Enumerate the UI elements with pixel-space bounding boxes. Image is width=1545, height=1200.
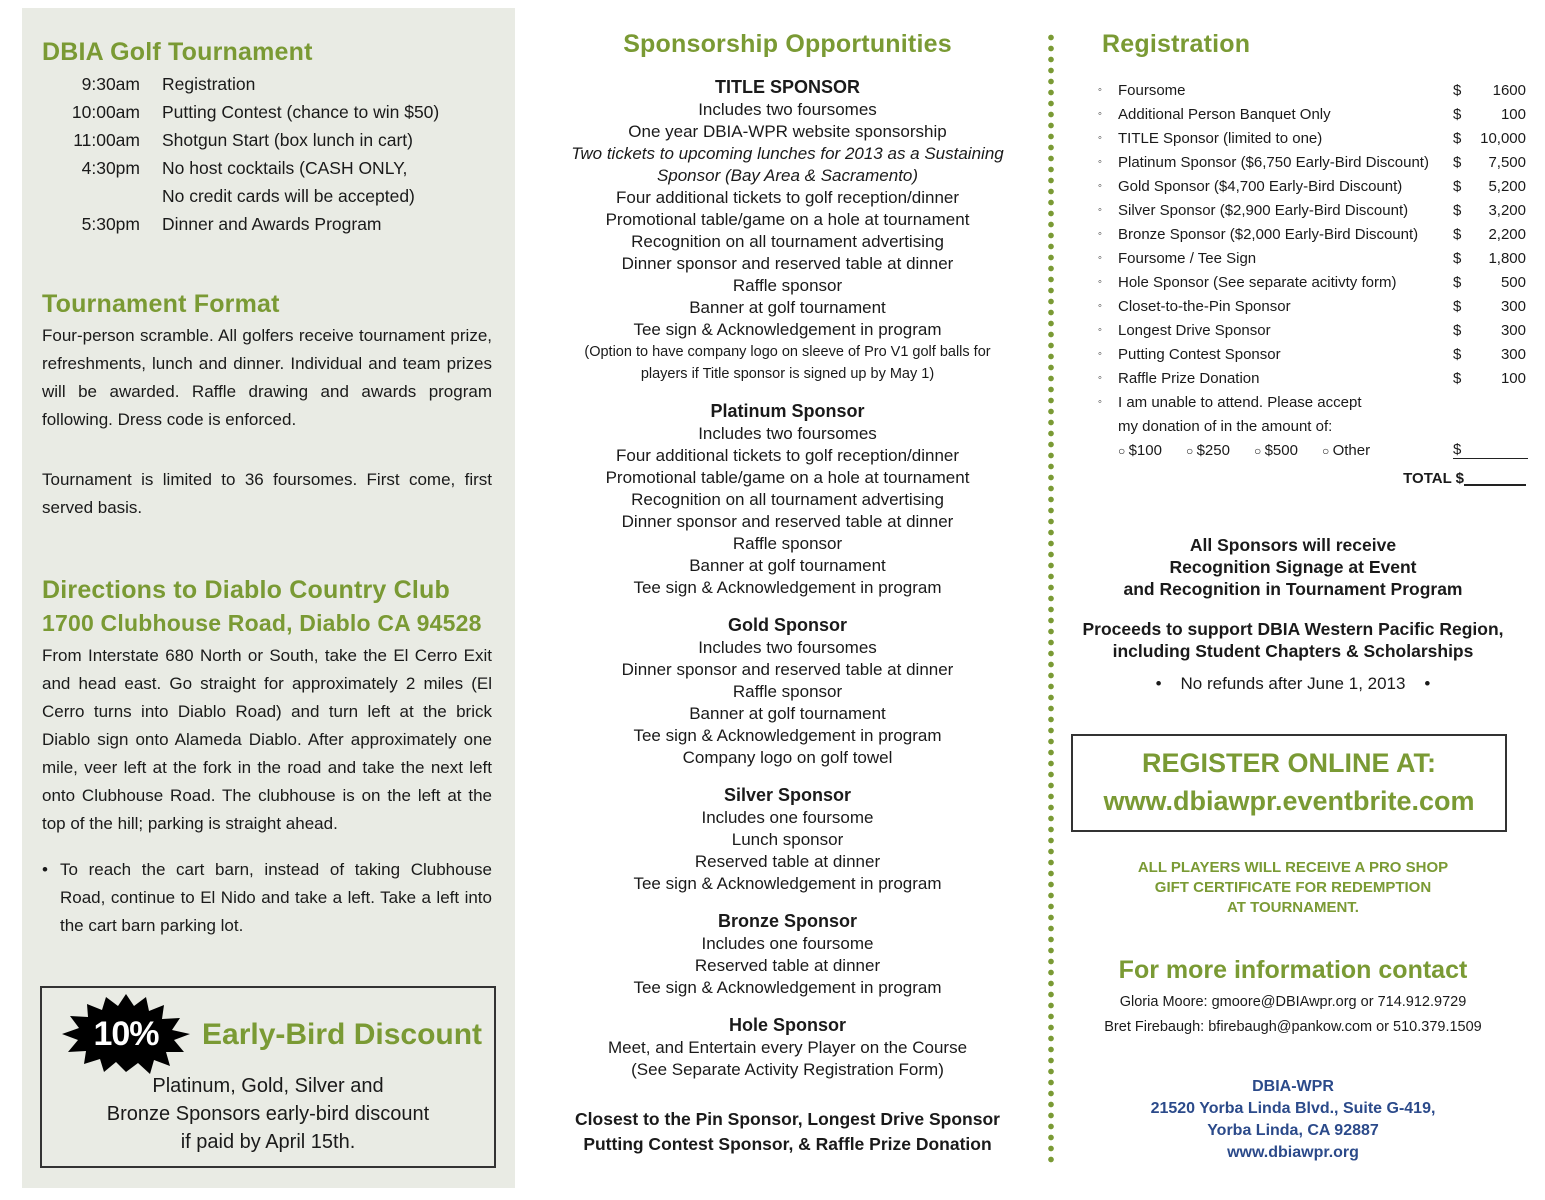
schedule-event: No host cocktails (CASH ONLY, — [162, 158, 408, 178]
schedule-row — [42, 126, 492, 154]
registration-item[interactable]: ◦ Additional Person Banquet Only $ 100 — [1098, 105, 1526, 123]
early-bird-box — [40, 986, 496, 1168]
benefit-line: (See Separate Activity Registration Form) — [631, 1060, 944, 1079]
closing-line: Closest to the Pin Sponsor, Longest Drive Sponsor — [575, 1109, 1000, 1129]
registration-item[interactable]: ◦ Bronze Sponsor ($2,000 Early-Bird Discount) $ 2,200 — [1098, 225, 1526, 243]
closing-sponsors — [545, 1107, 1030, 1157]
bronze-heading: Bronze Sponsor — [717, 911, 857, 931]
title-sponsor-heading: TITLE SPONSOR — [714, 77, 860, 97]
registration-item[interactable]: ◦ TITLE Sponsor (limited to one) $ 10,000 — [1098, 129, 1526, 147]
platinum-heading: Platinum Sponsor — [710, 401, 865, 421]
schedule-row — [42, 154, 492, 182]
bullet-dot: • — [42, 860, 48, 879]
radio-icon[interactable]: ○ — [1322, 443, 1333, 458]
schedule-time: 4:30pm — [81, 158, 140, 178]
benefit-line: Dinner sponsor and reserved table at dinner — [621, 660, 954, 679]
format-paragraph: Four-person scramble. All golfers receive tournament prize, refreshments, lunch and dinner. Individual and team prizes will be awarded. Raffle drawing and awards program following. Dress code is enforced. — [42, 326, 492, 429]
benefit-line: Promotional table/game on a hole at tournament — [605, 210, 970, 229]
contact-line: Gloria Moore: gmoore@DBIAwpr.org or 714.912.9729 — [1119, 994, 1467, 1010]
schedule-event: Putting Contest (chance to win $50) — [162, 102, 440, 122]
contact-list — [1068, 990, 1518, 1040]
benefit-line: Dinner sponsor and reserved table at dinner — [621, 512, 954, 531]
silver-heading: Silver Sponsor — [723, 785, 852, 805]
registration-item[interactable]: ◦ Raffle Prize Donation $ 100 — [1098, 369, 1526, 387]
directions-title: Directions to Diablo Country Club — [42, 576, 450, 604]
hole-sponsor-section — [545, 1013, 1030, 1081]
contact-title: For more information contact — [1118, 956, 1468, 984]
benefit-line: Includes one foursome — [701, 934, 874, 953]
directions-address: 1700 Clubhouse Road, Diablo CA 94528 — [42, 610, 482, 636]
gold-heading: Gold Sponsor — [728, 615, 847, 635]
registration-item[interactable]: ◦ Platinum Sponsor ($6,750 Early-Bird Discount) $ 7,500 — [1098, 153, 1526, 171]
donation-option[interactable]: ○ Other — [1322, 441, 1371, 459]
discount-badge: 10% — [93, 1014, 159, 1053]
checkbox-icon[interactable]: ◦ — [1098, 396, 1102, 408]
gold-sponsor-section — [545, 613, 1030, 769]
schedule — [42, 70, 492, 238]
early-bird-line: if paid by April 15th. — [180, 1131, 356, 1153]
schedule-event: Registration — [162, 74, 256, 94]
donation-line: I am unable to attend. Please accept — [1118, 393, 1362, 411]
registration-item[interactable]: ◦ Closet-to-the-Pin Sponsor $ 300 — [1098, 297, 1526, 315]
early-bird-title: Early-Bird Discount — [202, 1018, 483, 1051]
platinum-sponsor-section — [545, 399, 1030, 599]
proceeds-note: Proceeds to support DBIA Western Pacific Region, including Student Chapters & Scholarships — [1082, 619, 1504, 661]
org-address: DBIA-WPR 21520 Yorba Linda Blvd., Suite G-419, Yorba Linda, CA 92887 www.dbiawpr.org — [1068, 1076, 1518, 1164]
benefit-line: Reserved table at dinner — [694, 852, 881, 871]
checkbox-icon[interactable]: ◦ — [1098, 204, 1102, 216]
schedule-time: 5:30pm — [81, 214, 140, 234]
early-bird-body — [42, 1072, 494, 1156]
dotted-divider — [1046, 32, 1056, 1167]
checkbox-icon[interactable]: ◦ — [1098, 84, 1102, 96]
sponsorship-title: Sponsorship Opportunities — [623, 30, 952, 58]
benefit-note: (Option to have company logo on sleeve of Pro V1 golf balls for — [584, 344, 991, 360]
donation-amount-field[interactable]: $ — [1453, 441, 1528, 459]
benefit-line: Raffle sponsor — [732, 276, 843, 295]
checkbox-icon[interactable]: ◦ — [1098, 228, 1102, 240]
hole-heading: Hole Sponsor — [728, 1015, 846, 1035]
recognition-note: All Sponsors will receive Recognition Signage at Event and Recognition in Tournament Program — [1123, 535, 1463, 599]
benefit-line: Tee sign & Acknowledgement in program — [633, 726, 942, 745]
schedule-time: 9:30am — [81, 74, 140, 94]
schedule-event: No credit cards will be accepted) — [162, 186, 415, 206]
benefit-line: Recognition on all tournament advertising — [631, 490, 944, 509]
benefit-line: Recognition on all tournament advertising — [631, 232, 944, 251]
total-row — [1098, 466, 1528, 490]
schedule-event: Dinner and Awards Program — [162, 214, 382, 234]
checkbox-icon[interactable]: ◦ — [1098, 156, 1102, 168]
donation-option[interactable]: ○ $500 — [1254, 441, 1298, 459]
checkbox-icon[interactable]: ◦ — [1098, 180, 1102, 192]
schedule-row — [42, 210, 492, 238]
total-label: TOTAL $ — [1403, 469, 1464, 487]
bullet-dot: • — [1155, 674, 1181, 693]
tournament-format-title: Tournament Format — [42, 290, 280, 318]
total-field[interactable] — [1464, 470, 1526, 486]
registration-item[interactable]: ◦ Longest Drive Sponsor $ 300 — [1098, 321, 1526, 339]
early-bird-line: Bronze Sponsors early-bird discount — [106, 1103, 430, 1125]
benefit-line: Meet, and Entertain every Player on the Course — [607, 1038, 968, 1057]
checkbox-icon[interactable]: ◦ — [1098, 108, 1102, 120]
checkbox-icon[interactable]: ◦ — [1098, 348, 1102, 360]
benefit-line: Lunch sponsor — [731, 830, 844, 849]
benefit-line: Promotional table/game on a hole at tournament — [605, 468, 970, 487]
register-online-label: REGISTER ONLINE AT: — [1141, 748, 1436, 778]
early-bird-line: Platinum, Gold, Silver and — [152, 1075, 384, 1097]
cart-barn-bullet — [42, 856, 492, 940]
benefit-line: Company logo on golf towel — [682, 748, 893, 767]
bronze-sponsor-section — [545, 909, 1030, 999]
checkbox-icon[interactable]: ◦ — [1098, 276, 1102, 288]
donation-option[interactable]: ○ $250 — [1186, 441, 1230, 459]
benefit-line: One year DBIA-WPR website sponsorship — [628, 122, 947, 141]
benefit-line: Includes two foursomes — [698, 100, 877, 119]
benefit-note: players if Title sponsor is signed up by May 1) — [640, 366, 935, 382]
cart-barn-text: To reach the cart barn, instead of taking Clubhouse Road, continue to El Nido and take a left. Take a left into the cart barn parking lot. — [60, 860, 492, 935]
schedule-row — [42, 182, 492, 210]
benefit-line: Includes two foursomes — [698, 638, 877, 657]
benefit-line: Four additional tickets to golf reception/dinner — [615, 446, 960, 465]
donation-row — [1098, 414, 1528, 438]
register-online-link[interactable]: www.dbiawpr.eventbrite.com — [1103, 786, 1475, 816]
registration-item[interactable]: ◦ Gold Sponsor ($4,700 Early-Bird Discount) $ 5,200 — [1098, 177, 1526, 195]
registration-item[interactable]: ◦ Hole Sponsor (See separate acitivty form) $ 500 — [1098, 273, 1526, 291]
benefit-line: Banner at golf tournament — [689, 298, 886, 317]
golf-tournament-title: DBIA Golf Tournament — [42, 38, 313, 66]
checkbox-icon[interactable]: ◦ — [1098, 252, 1102, 264]
benefit-line: Dinner sponsor and reserved table at dinner — [621, 254, 954, 273]
radio-icon[interactable]: ○ — [1118, 443, 1129, 458]
registration-item[interactable]: ◦ Foursome / Tee Sign $ 1,800 — [1098, 249, 1526, 267]
benefit-line: Includes one foursome — [701, 808, 874, 827]
org-website-link[interactable]: www.dbiawpr.org — [1227, 1144, 1359, 1161]
schedule-row — [42, 98, 492, 126]
benefit-line: Tee sign & Acknowledgement in program — [633, 874, 942, 893]
checkbox-icon[interactable]: ◦ — [1098, 132, 1102, 144]
checkbox-icon[interactable]: ◦ — [1098, 372, 1102, 384]
registration-list — [1098, 78, 1528, 490]
register-online-box — [1071, 734, 1507, 832]
schedule-time: 10:00am — [71, 102, 140, 122]
format-limit-paragraph: Tournament is limited to 36 foursomes. First come, first served basis. — [42, 470, 492, 517]
benefit-line: Four additional tickets to golf reception/dinner — [615, 188, 960, 207]
registration-title: Registration — [1102, 30, 1251, 58]
radio-icon[interactable]: ○ — [1186, 443, 1197, 458]
benefit-line: Raffle sponsor — [732, 682, 843, 701]
benefit-line: Tee sign & Acknowledgement in program — [633, 320, 942, 339]
registration-item[interactable]: ◦ Putting Contest Sponsor $ 300 — [1098, 345, 1526, 363]
checkbox-icon[interactable]: ◦ — [1098, 300, 1102, 312]
registration-item[interactable]: ◦ Silver Sponsor ($2,900 Early-Bird Discount) $ 3,200 — [1098, 201, 1526, 219]
sponsorship-panel — [545, 30, 1030, 1157]
schedule-row — [42, 70, 492, 98]
directions-paragraph: From Interstate 680 North or South, take the El Cerro Exit and head east. Go straight for approximately 2 miles (El Cerro turns into Diablo Road) and turn left at the brick Diablo sign onto Alameda Diablo. After approximately one mile, veer left at the fork in the road and take the next left onto Clubhouse Road. The clubhouse is on the left at the top of the hill; parking is straight ahead. — [42, 646, 492, 833]
donation-item[interactable] — [1098, 390, 1528, 414]
benefit-line: Sponsor (Bay Area & Sacramento) — [656, 166, 919, 185]
benefit-line: Tee sign & Acknowledgement in program — [633, 578, 942, 597]
left-panel — [22, 8, 515, 1188]
gift-certificate-note: ALL PLAYERS WILL RECEIVE A PRO SHOP GIFT CERTIFICATE FOR REDEMPTION AT TOURNAMENT. — [1137, 859, 1449, 916]
benefit-line: Raffle sponsor — [732, 534, 843, 553]
bullet-dot: • — [1405, 674, 1431, 693]
checkbox-icon[interactable]: ◦ — [1098, 324, 1102, 336]
donation-options — [1098, 438, 1528, 462]
schedule-time: 11:00am — [73, 130, 140, 150]
title-sponsor-section — [545, 75, 1030, 385]
donation-option[interactable]: ○ $100 — [1118, 441, 1162, 459]
schedule-event: Shotgun Start (box lunch in cart) — [162, 130, 413, 150]
benefit-line: Two tickets to upcoming lunches for 2013 as a Sustaining — [571, 144, 1004, 163]
contact-line: Bret Firebaugh: bfirebaugh@pankow.com or 510.379.1509 — [1104, 1019, 1482, 1035]
radio-icon[interactable]: ○ — [1254, 443, 1265, 458]
donation-line: my donation of in the amount of: — [1118, 417, 1333, 435]
benefit-line: Includes two foursomes — [698, 424, 877, 443]
silver-sponsor-section — [545, 783, 1030, 895]
benefit-line: Reserved table at dinner — [694, 956, 881, 975]
closing-line: Putting Contest Sponsor, & Raffle Prize Donation — [583, 1134, 992, 1154]
benefit-line: Banner at golf tournament — [689, 556, 886, 575]
benefit-line: Tee sign & Acknowledgement in program — [633, 978, 942, 997]
refund-note: • No refunds after June 1, 2013 • — [1155, 674, 1431, 693]
registration-item[interactable]: ◦ Foursome $ 1600 — [1098, 81, 1526, 99]
benefit-line: Banner at golf tournament — [689, 704, 886, 723]
